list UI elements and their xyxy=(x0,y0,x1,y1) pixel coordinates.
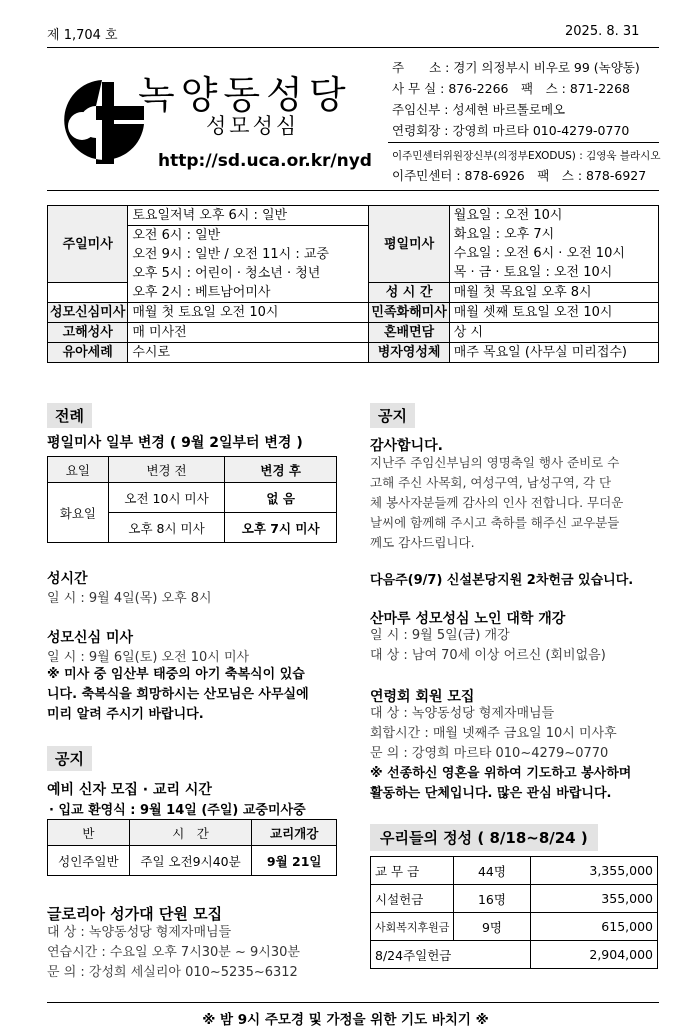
baptism-time: 수시로 xyxy=(128,343,369,363)
sunday-mass-times xyxy=(128,226,369,303)
sick-communion-time: 매주 목요일 (사무실 미리접수) xyxy=(449,343,658,363)
sunday-line: 오전 6시 : 일반 xyxy=(132,228,221,243)
note-line: 미리 알려 주시기 바랍니다. xyxy=(47,707,204,722)
note-line: ※ 선종하신 영혼을 위하여 기도하고 봉사하며 xyxy=(370,766,632,781)
sunday-saturday-eve: 토요일저녁 오후 6시 : 일반 xyxy=(128,206,369,226)
offering-amount: 355,000 xyxy=(530,885,657,913)
heart-mass-body: 일 시 : 9월 6일(토) 오전 10시 미사 xyxy=(47,650,250,665)
issue-date: 2025. 8. 31 xyxy=(565,24,640,39)
sunday-line: 오전 9시 : 일반 / 오전 11시 : 교중 xyxy=(132,247,329,262)
parish-info xyxy=(392,57,640,141)
mass-schedule-table xyxy=(47,205,659,363)
offering-amount: 2,904,000 xyxy=(530,941,657,969)
sunday-line: 오후 5시 : 어린이 · 청소년 · 청년 xyxy=(132,266,321,281)
migrant-center: 이주민센터 : 878-6926 팩 스 : 878-6927 xyxy=(392,168,647,183)
table-row xyxy=(48,457,337,483)
mass-change-title: 평일미사 일부 변경 ( 9월 2일부터 변경 ) xyxy=(47,435,303,451)
weekday-line: 월요일 : 오전 10시 xyxy=(453,208,563,223)
choir-line: 대 상 : 녹양동성당 형제자매님들 xyxy=(47,925,232,940)
offering-category: 사회복지후원금 xyxy=(371,913,454,941)
table-header: 반 xyxy=(48,820,130,846)
table-cell: 주일 오전9시40분 xyxy=(129,846,252,876)
holy-hour-body: 일 시 : 9월 4일(목) 오후 8시 xyxy=(47,591,212,606)
association-line: 대 상 : 녹양동성당 형제자매님들 xyxy=(370,706,555,721)
unity-mass-time: 매월 셋째 토요일 오전 10시 xyxy=(449,303,658,323)
note-line: 니다. 축복식을 희망하시는 산모님은 사무실에 xyxy=(47,687,309,702)
choir-title: 글로리아 성가대 단원 모집 xyxy=(47,905,223,923)
table-row xyxy=(48,303,659,323)
table-header: 변경 후 xyxy=(225,457,337,483)
info-office: 사 무 실 : 876-2266 팩 스 : 871-2268 xyxy=(392,81,630,96)
table-header: 시 간 xyxy=(129,820,252,846)
heart-mass-time: 매월 첫 토요일 오전 10시 xyxy=(128,303,369,323)
association-title: 연령회 회원 모집 xyxy=(370,689,475,705)
holy-hour-time: 매월 첫 목요일 오후 8시 xyxy=(449,283,658,303)
info-rule xyxy=(388,142,659,143)
section-notice-left: 공지 xyxy=(47,746,92,771)
info-pastor: 주임신부 : 성세현 바르톨로메오 xyxy=(392,102,566,117)
heart-mass-title: 성모신심 미사 xyxy=(47,630,134,646)
table-header: 교리개강 xyxy=(252,820,337,846)
confession-label: 고해성사 xyxy=(48,323,128,343)
table-cell: 오후 7시 미사 xyxy=(225,513,337,543)
baptism-label: 유아세례 xyxy=(48,343,128,363)
table-cell: 성인주일반 xyxy=(48,846,130,876)
table-row xyxy=(48,343,659,363)
offering-count: 44명 xyxy=(454,857,530,885)
heart-mass-note xyxy=(47,665,309,725)
parish-subtitle: 성모성심 xyxy=(206,114,300,138)
weekday-line: 수요일 : 오전 6시 · 오전 10시 xyxy=(453,246,625,261)
catechumen-title: 예비 신자 모집 · 교리 시간 xyxy=(47,782,212,798)
info-address: 주 소 : 경기 의정부시 비우로 99 (녹양동) xyxy=(392,60,640,75)
weekday-mass-times xyxy=(449,206,658,283)
thanks-line: 체 봉사자분들께 감사의 인사 전합니다. 무더운 xyxy=(370,495,624,510)
marriage-time: 상 시 xyxy=(449,323,658,343)
offering-amount: 615,000 xyxy=(530,913,657,941)
thanks-line: 날씨에 함께해 주시고 축하를 해주신 교우분들 xyxy=(370,515,620,530)
senior-college-body xyxy=(370,626,606,666)
table-row xyxy=(48,846,337,876)
offering-category: 시설헌금 xyxy=(371,885,454,913)
thanks-line: 지난주 주임신부님의 영명축일 행사 준비로 수 xyxy=(370,455,620,470)
choir-body xyxy=(47,923,300,983)
table-header: 요일 xyxy=(48,457,109,483)
table-cell: 없 음 xyxy=(225,483,337,513)
heart-mass-label: 성모신심미사 xyxy=(48,303,128,323)
sunday-mass-label: 주일미사 xyxy=(48,206,128,283)
header-bottom-rule xyxy=(47,190,659,191)
offering-category: 교 무 금 xyxy=(371,857,454,885)
top-rule xyxy=(47,47,659,48)
weekday-line: 목 · 금 · 토요일 : 오전 10시 xyxy=(453,265,613,280)
next-week-collection: 다음주(9/7) 신설본당지원 2차헌금 있습니다. xyxy=(370,573,634,588)
table-row xyxy=(48,206,659,226)
migrant-info xyxy=(392,146,660,186)
choir-line: 연습시간 : 수요일 오후 7시30분 ~ 9시30분 xyxy=(47,945,300,960)
table-row xyxy=(371,885,658,913)
mass-change-table xyxy=(47,456,337,543)
catechumen-table xyxy=(47,819,337,876)
table-cell: 오전 10시 미사 xyxy=(108,483,225,513)
note-line: 활동하는 단체입니다. 많은 관심 바랍니다. xyxy=(370,786,612,801)
offering-count: 16명 xyxy=(454,885,530,913)
college-line: 일 시 : 9월 5일(금) 개강 xyxy=(370,628,510,643)
offering-table xyxy=(370,856,658,969)
association-line: 회합시간 : 매월 넷째주 금요일 10시 미사후 xyxy=(370,726,617,741)
section-liturgy: 전례 xyxy=(47,403,92,428)
thanks-title: 감사합니다. xyxy=(370,438,443,454)
parish-name: 녹양동성당 xyxy=(138,73,352,117)
choir-line: 문 의 : 강성희 세실리아 010~5235~6312 xyxy=(47,965,298,980)
offering-count: 9명 xyxy=(454,913,530,941)
table-row xyxy=(371,857,658,885)
college-line: 대 상 : 남여 70세 이상 어르신 (회비없음) xyxy=(370,648,606,663)
sunday-label-spacer xyxy=(48,283,128,303)
table-row xyxy=(371,941,658,969)
footer-rule xyxy=(47,1002,659,1003)
holy-hour-title: 성시간 xyxy=(47,571,88,587)
table-row xyxy=(48,820,337,846)
section-notice-right: 공지 xyxy=(370,403,415,428)
table-row xyxy=(48,483,337,513)
confession-time: 매 미사전 xyxy=(128,323,369,343)
parish-logo xyxy=(52,72,152,172)
offering-category: 8/24주일헌금 xyxy=(371,941,531,969)
table-row xyxy=(371,913,658,941)
offering-amount: 3,355,000 xyxy=(530,857,657,885)
association-body xyxy=(370,704,617,764)
weekday-mass-label: 평일미사 xyxy=(369,206,449,283)
marriage-label: 혼배면담 xyxy=(369,323,449,343)
offering-title: 우리들의 정성 ( 8/18~8/24 ) xyxy=(370,824,598,851)
sunday-line: 오후 2시 : 베트남어미사 xyxy=(132,285,271,300)
change-day: 화요일 xyxy=(48,483,109,543)
sick-communion-label: 병자영성체 xyxy=(369,343,449,363)
table-header: 변경 전 xyxy=(108,457,225,483)
thanks-body xyxy=(370,453,623,553)
thanks-line: 께도 감사드립니다. xyxy=(370,535,475,550)
weekday-line: 화요일 : 오후 7시 xyxy=(453,227,555,242)
senior-college-title: 산마루 성모성심 노인 대학 개강 xyxy=(370,611,566,627)
issue-number: 제 1,704 호 xyxy=(47,28,118,43)
thanks-line: 고해 주신 사목회, 여성구역, 남성구역, 각 단 xyxy=(370,475,612,490)
association-line: 문 의 : 강영희 마르타 010~4279~0770 xyxy=(370,746,609,761)
info-association: 연령회장 : 강영희 마르타 010-4279-0770 xyxy=(392,123,630,138)
website-url[interactable]: http://sd.uca.or.kr/nyd xyxy=(158,151,372,171)
table-cell: 오후 8시 미사 xyxy=(108,513,225,543)
table-cell: 9월 21일 xyxy=(252,846,337,876)
holy-hour-label: 성 시 간 xyxy=(369,283,449,303)
note-line: ※ 미사 중 임산부 태중의 아기 축복식이 있습 xyxy=(47,667,305,682)
catechumen-welcome: · 입교 환영식 : 9월 14일 (주일) 교중미사중 xyxy=(49,803,306,818)
unity-mass-label: 민족화해미사 xyxy=(369,303,449,323)
migrant-priest: 이주민센터위원장신부(의정부EXODUS) : 김영욱 블라시오 xyxy=(392,150,661,162)
association-note xyxy=(370,764,631,804)
footer-prayer: ※ 밤 9시 주모경 및 가정을 위한 기도 바치기 ※ xyxy=(202,1012,489,1028)
table-row xyxy=(48,323,659,343)
